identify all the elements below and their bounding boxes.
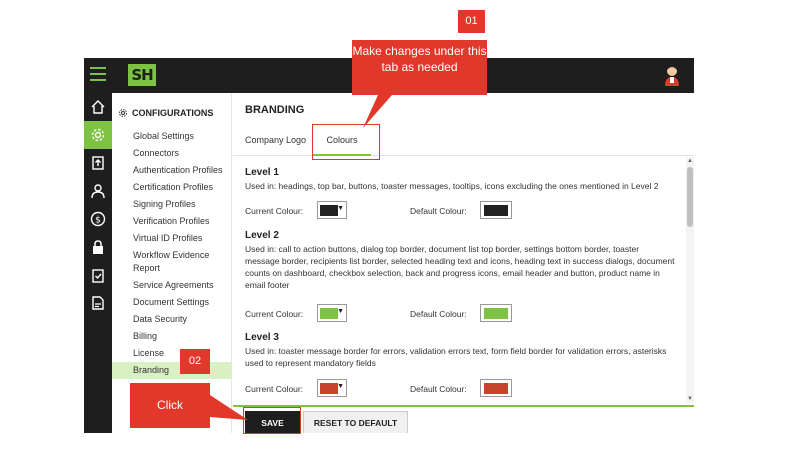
dropdown-arrow-icon: ▼ [337, 383, 344, 390]
icon-rail [84, 93, 112, 433]
level-2-current-colour-picker[interactable] [317, 304, 347, 322]
level-3-default-colour [480, 379, 512, 397]
level-3-title: Level 3 [245, 332, 279, 343]
sidebar-item-signing-profiles[interactable]: Signing Profiles [133, 199, 196, 209]
rail-security[interactable] [84, 233, 112, 261]
sidebar-item-license[interactable]: License [133, 348, 165, 358]
sidebar-header [118, 108, 213, 118]
tab-company-logo[interactable]: Company Logo [245, 135, 307, 145]
level-2-default-label: Default Colour: [410, 309, 467, 319]
colours-tab-highlight [312, 124, 380, 160]
gear-icon [90, 127, 106, 143]
scroll-thumb[interactable] [687, 167, 693, 227]
app-window [84, 58, 694, 433]
level-3-section [245, 332, 675, 369]
sidebar-list [112, 128, 232, 379]
level-1-colour-row [245, 201, 675, 221]
level-2-default-swatch [484, 308, 508, 319]
level-3-current-swatch [320, 383, 338, 394]
callout-01: Make changes under this tab as needed [352, 40, 487, 95]
user-badge-icon [90, 183, 106, 199]
dropdown-arrow-icon: ▼ [337, 205, 344, 212]
app-logo: SH [128, 64, 156, 86]
dollar-icon [90, 211, 106, 227]
rail-configurations[interactable] [84, 121, 112, 149]
rail-users[interactable] [84, 177, 112, 205]
sidebar-item-certification-profiles[interactable]: Certification Profiles [133, 182, 214, 192]
document-upload-icon [90, 155, 106, 171]
pdf-file-icon [90, 295, 106, 311]
configurations-sidebar [112, 93, 232, 433]
level-2-default-colour [480, 304, 512, 322]
level-3-default-swatch [484, 383, 508, 394]
level-1-current-swatch [320, 205, 338, 216]
sidebar-item-data-security[interactable]: Data Security [133, 314, 188, 324]
level-1-default-label: Default Colour: [410, 206, 467, 216]
scroll-up-icon[interactable]: ▲ [687, 158, 693, 164]
level-1-current-colour-picker[interactable] [317, 201, 347, 219]
sidebar-item-authentication-profiles[interactable]: Authentication Profiles [133, 165, 223, 175]
sidebar-item-service-agreements[interactable]: Service Agreements [133, 280, 214, 290]
level-3-description: Used in: toaster message border for errors, validation errors text, form field border for validation errors, asterisks used to represent mandatory fields [245, 346, 667, 368]
save-button[interactable]: SAVE [245, 411, 300, 433]
level-1-default-colour [480, 201, 512, 219]
rail-home[interactable] [84, 93, 112, 121]
branding-content [233, 93, 694, 433]
svg-text:$: $ [95, 215, 101, 226]
rail-documents[interactable] [84, 289, 112, 317]
dropdown-arrow-icon: ▼ [337, 308, 344, 315]
level-2-section [245, 230, 675, 291]
user-avatar-icon[interactable] [664, 64, 680, 86]
level-2-title: Level 2 [245, 230, 279, 241]
sidebar-item-document-settings[interactable]: Document Settings [133, 297, 210, 307]
colours-panel [233, 157, 685, 403]
sidebar-header-label: CONFIGURATIONS [132, 108, 214, 118]
level-1-default-swatch [484, 205, 508, 216]
sidebar-item-workflow-evidence-report[interactable]: Workflow Evidence Report [133, 250, 210, 273]
page-title: BRANDING [245, 104, 305, 116]
level-3-colour-row [245, 379, 675, 399]
level-2-current-label: Current Colour: [245, 309, 304, 319]
lock-icon [90, 239, 106, 255]
gear-icon [118, 108, 128, 118]
level-1-description: Used in: headings, top bar, buttons, toaster messages, tooltips, icons excluding the ones mentioned in Level 2 [245, 181, 659, 191]
home-icon [90, 99, 106, 115]
step-badge-02: 02 [180, 349, 210, 374]
hamburger-menu-icon[interactable] [90, 67, 106, 81]
branding-tabs [233, 129, 694, 156]
level-1-current-label: Current Colour: [245, 206, 304, 216]
save-button-highlight [243, 407, 301, 434]
step-badge-01: 01 [458, 10, 485, 33]
sidebar-item-branding[interactable]: Branding [112, 362, 232, 379]
clipboard-check-icon [90, 267, 106, 283]
sidebar-item-global-settings[interactable]: Global Settings [133, 131, 195, 141]
sidebar-item-virtual-id-profiles[interactable]: Virtual ID Profiles [133, 233, 203, 243]
level-1-section [245, 167, 675, 192]
rail-reports[interactable] [84, 261, 112, 289]
sidebar-item-connectors[interactable]: Connectors [133, 148, 180, 158]
sidebar-item-billing[interactable]: Billing [133, 331, 158, 341]
level-2-colour-row [245, 304, 675, 324]
level-2-description: Used in: call to action buttons, dialog top border, document list top border, settings bottom border, toaster message border, recipients list border, selected heading text and icons, heading text in success dialogs, document counts on dashboard, checkbox selection, back and progress icons, email header and button, product name in email footer [245, 244, 675, 290]
scroll-down-icon[interactable]: ▼ [687, 396, 693, 402]
callout-02: Click [130, 383, 210, 428]
level-1-title: Level 1 [245, 167, 279, 178]
rail-billing[interactable] [84, 205, 112, 233]
reset-to-default-button[interactable]: RESET TO DEFAULT [303, 411, 408, 433]
panel-scrollbar[interactable] [686, 157, 694, 403]
rail-upload[interactable] [84, 149, 112, 177]
sidebar-item-verification-profiles[interactable]: Verification Profiles [133, 216, 210, 226]
level-3-current-label: Current Colour: [245, 384, 304, 394]
tab-colours[interactable]: Colours [313, 129, 371, 156]
level-2-current-swatch [320, 308, 338, 319]
level-3-current-colour-picker[interactable] [317, 379, 347, 397]
action-footer [233, 405, 694, 433]
level-3-default-label: Default Colour: [410, 384, 467, 394]
